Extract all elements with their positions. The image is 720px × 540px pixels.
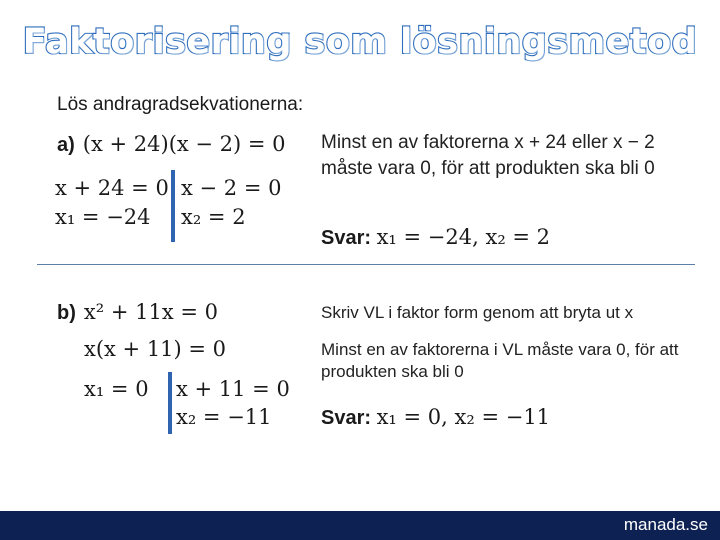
- b-note-2: Minst en av faktorerna i VL måste vara 0, för att produkten ska bli 0: [321, 340, 679, 381]
- a-answer-label: Svar:: [321, 227, 372, 249]
- equation-b: [57, 300, 218, 325]
- equation-a: [57, 132, 286, 157]
- label-a: a): [57, 134, 75, 156]
- equation-b-text: x² + 11x = 0: [83, 300, 218, 324]
- slide-title: Faktorisering som lösningsmetod: [22, 22, 698, 62]
- b-right-equation: x + 11 = 0: [176, 377, 290, 401]
- a-answer: [321, 225, 550, 250]
- a-answer-value: x₁ = −24, x₂ = 2: [376, 225, 551, 249]
- intro-text: Lös andragradsekvationerna:: [57, 94, 304, 115]
- footer-brand: manada.se: [623, 515, 708, 534]
- a-right-solution: x₂ = 2: [181, 205, 246, 229]
- label-b: b): [57, 302, 76, 324]
- b-factored: x(x + 11) = 0: [84, 337, 227, 361]
- b-separator-bar: [168, 372, 172, 434]
- b-note-1: Skriv VL i faktor form genom att bryta ut x: [321, 303, 634, 322]
- a-left-solution: x₁ = −24: [55, 205, 151, 229]
- section-divider: [37, 264, 695, 265]
- equation-a-text: (x + 24)(x − 2) = 0: [82, 132, 286, 156]
- b-answer: [321, 405, 550, 430]
- b-left-solution: x₁ = 0: [84, 377, 149, 401]
- a-left-equation: x + 24 = 0: [55, 176, 169, 200]
- footer-bar: [0, 511, 720, 540]
- b-right-solution: x₂ = −11: [176, 405, 272, 429]
- b-answer-label: Svar:: [321, 407, 372, 429]
- a-note: Minst en av faktorerna x + 24 eller x − 2 måste vara 0, för att produkten ska bli 0: [321, 132, 655, 179]
- a-separator-bar: [171, 170, 175, 242]
- a-right-equation: x − 2 = 0: [181, 176, 282, 200]
- b-answer-value: x₁ = 0, x₂ = −11: [376, 405, 551, 429]
